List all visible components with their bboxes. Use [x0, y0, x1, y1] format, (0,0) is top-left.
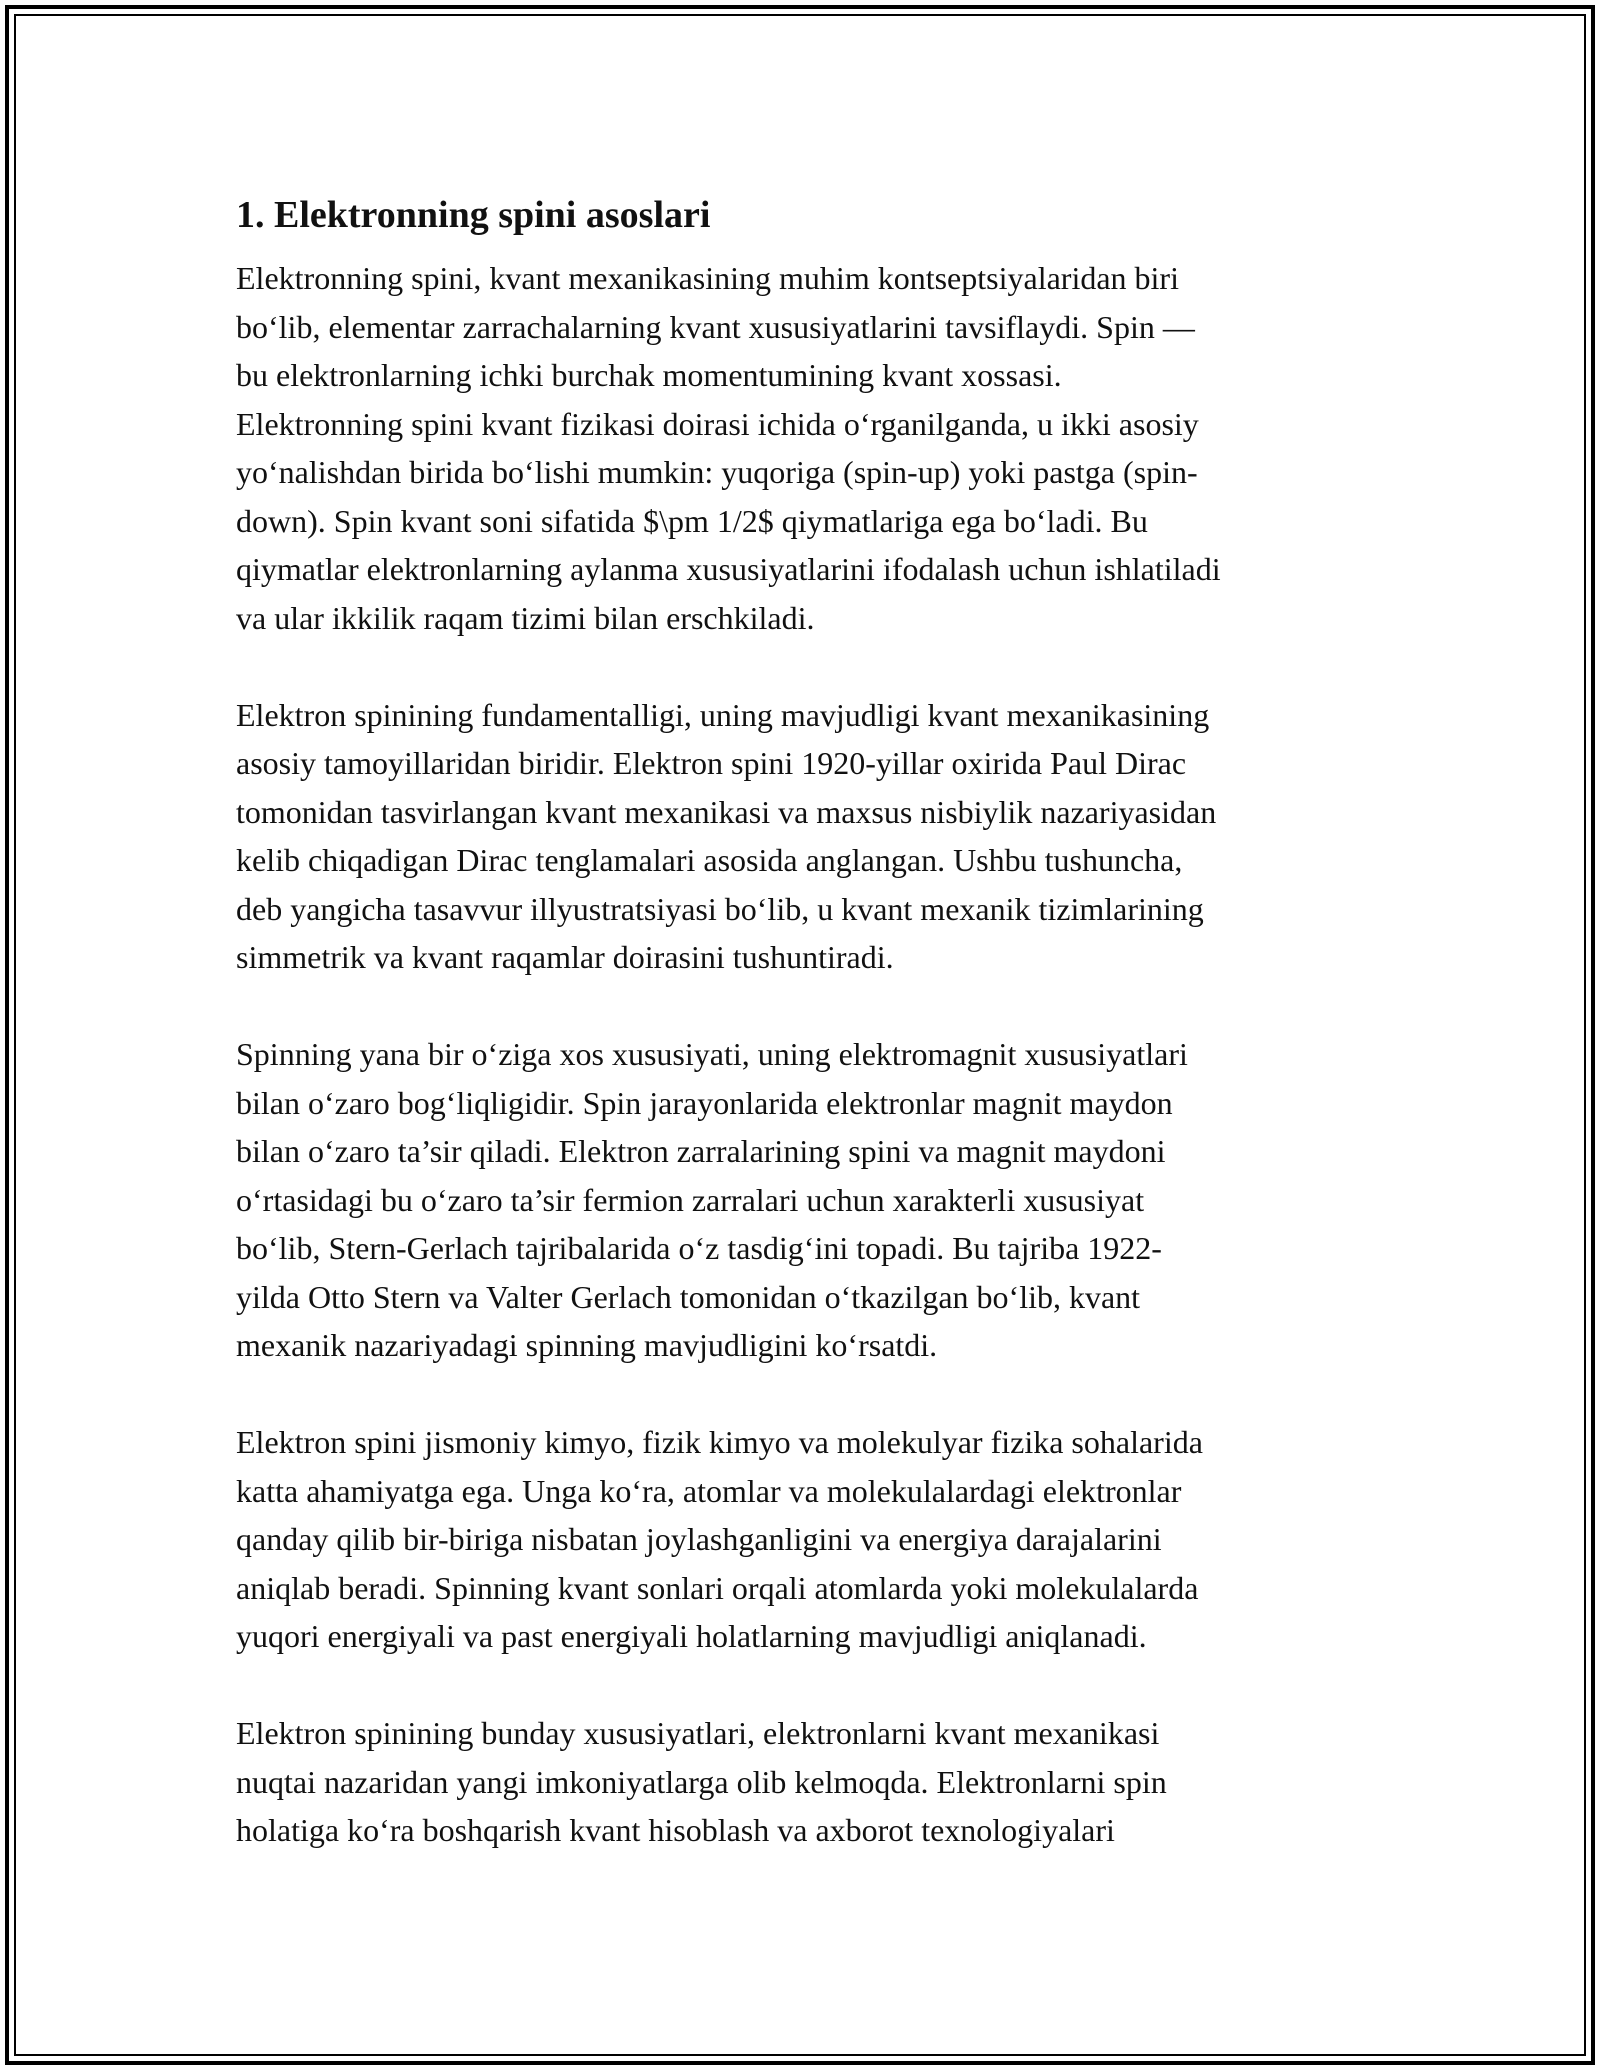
section-heading: 1. Elektronning spini asoslari	[236, 194, 711, 236]
text-line: yilda Otto Stern va Valter Gerlach tomonidan o‘tkazilgan bo‘lib, kvant	[236, 1278, 1141, 1315]
text-line: Elektron spinining fundamentalligi, uning mavjudligi kvant mexanikasining	[236, 696, 1210, 733]
text-line: bo‘lib, elementar zarrachalarning kvant xususiyatlarini tavsiflaydi. Spin —	[236, 308, 1195, 345]
text-line: kelib chiqadigan Dirac tenglamalari asosida anglangan. Ushbu tushuncha,	[236, 842, 1183, 878]
text-line: asosiy tamoyillaridan biridir. Elektron spini 1920-yillar oxirida Paul Dirac	[236, 745, 1187, 781]
text-line: va ular ikkilik raqam tizimi bilan erschkiladi.	[236, 599, 815, 636]
text-line: bilan o‘zaro bog‘liqligidir. Spin jarayonlarida elektronlar magnit maydon	[236, 1084, 1173, 1121]
text-line: bo‘lib, Stern-Gerlach tajribalarida o‘z tasdig‘ini topadi. Bu tajriba 1922-	[236, 1230, 1162, 1266]
paragraph-chemistry	[236, 1418, 1376, 1661]
text-line: tomonidan tasvirlangan kvant mexanikasi va maxsus nisbiylik nazariyasidan	[236, 793, 1217, 830]
text-line: simmetrik va kvant raqamlar doirasini tushuntiradi.	[236, 939, 894, 975]
text-line: Spinning yana bir o‘ziga xos xususiyati, uning elektromagnit xususiyatlari	[236, 1036, 1188, 1072]
text-line: down). Spin kvant soni sifatida $\pm 1/2$ qiymatlariga ega bo‘ladi. Bu	[236, 502, 1148, 539]
text-line: yo‘nalishdan birida bo‘lishi mumkin: yuqoriga (spin-up) yoki pastga (spin-	[236, 454, 1198, 490]
text-line: Elektron spinining bunday xususiyatlari, elektronlarni kvant mexanikasi	[236, 1715, 1160, 1751]
text-line: Elektronning spini kvant fizikasi doirasi ichida o‘rganilganda, u ikki asosiy	[236, 405, 1199, 442]
paragraph-stern-gerlach	[236, 1030, 1376, 1370]
text-line: Elektronning spini, kvant mexanikasining muhim kontseptsiyalaridan biri	[236, 260, 1179, 296]
text-line: yuqori energiyali va past energiyali holatlarning mavjudligi aniqlanadi.	[236, 1618, 1147, 1654]
paragraph-dirac	[236, 691, 1376, 982]
text-line: deb yangicha tasavvur illyustratsiyasi bo‘lib, u kvant mexanik tizimlarining	[236, 890, 1204, 927]
text-line: aniqlab beradi. Spinning kvant sonlari orqali atomlarda yoki molekulalarda	[236, 1569, 1199, 1606]
paragraph-spin-basics	[236, 254, 1376, 642]
text-line: qiymatlar elektronlarning aylanma xususiyatlarini ifodalash uchun ishlatiladi	[236, 551, 1221, 587]
document-body	[236, 186, 1376, 1855]
text-line: mexanik nazariyadagi spinning mavjudligini ko‘rsatdi.	[236, 1327, 938, 1363]
text-line: bu elektronlarning ichki burchak momentumining kvant xossasi.	[236, 357, 1062, 393]
text-line: holatiga ko‘ra boshqarish kvant hisoblash va axborot texnologiyalari	[236, 1812, 1115, 1848]
text-line: Elektron spini jismoniy kimyo, fizik kimyo va molekulyar fizika sohalarida	[236, 1424, 1203, 1460]
paragraph-applications	[236, 1709, 1376, 1855]
text-line: katta ahamiyatga ega. Unga ko‘ra, atomlar va molekulalardagi elektronlar	[236, 1472, 1182, 1509]
text-line: o‘rtasidagi bu o‘zaro ta’sir fermion zarralari uchun xarakterli xususiyat	[236, 1181, 1145, 1218]
text-line: bilan o‘zaro ta’sir qiladi. Elektron zarralarining spini va magnit maydoni	[236, 1133, 1166, 1169]
text-line: qanday qilib bir-biriga nisbatan joylashganligini va energiya darajalarini	[236, 1521, 1162, 1557]
text-line: nuqtai nazaridan yangi imkoniyatlarga olib kelmoqda. Elektronlarni spin	[236, 1763, 1167, 1800]
